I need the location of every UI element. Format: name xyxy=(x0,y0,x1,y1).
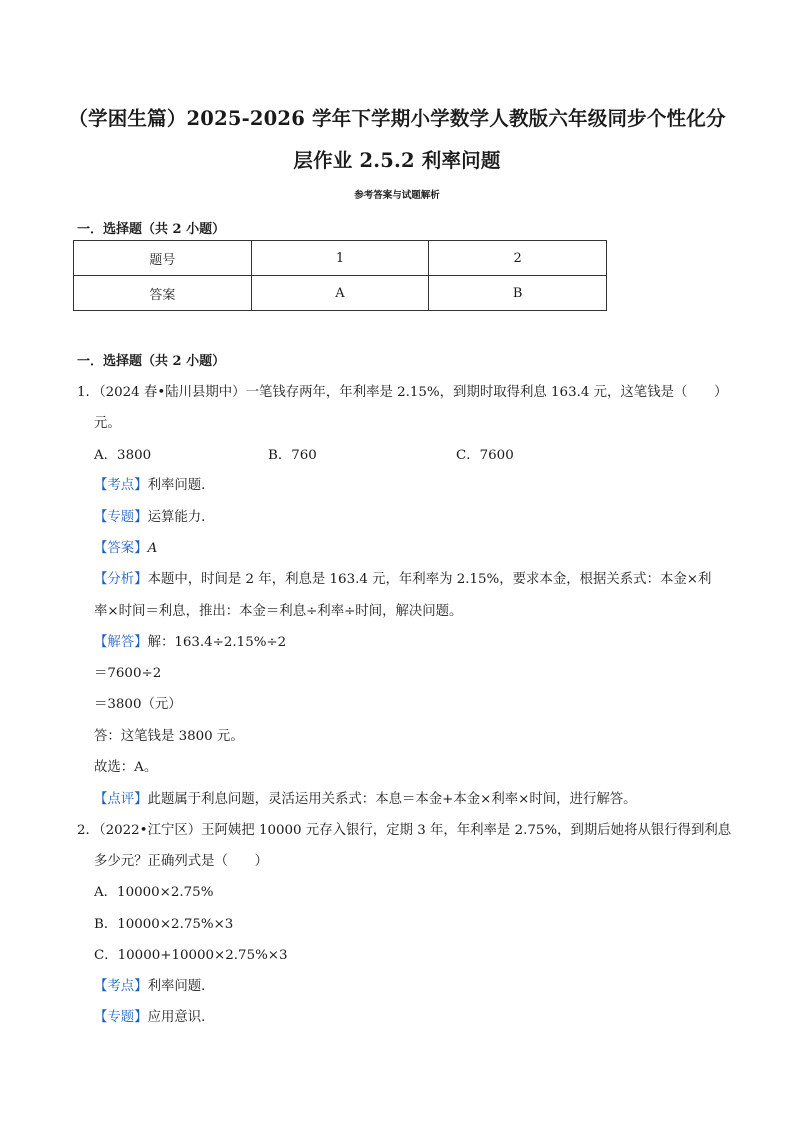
fenxi-text: 本题中，时间是 2 年，利息是 163.4 元，年利率为 2.15%，要求本金，根据关系式：本金×利 xyxy=(147,572,712,587)
document-subtitle: 参考答案与试题解析 xyxy=(354,190,440,201)
q1-stem-line-2: 元。 xyxy=(94,416,121,431)
q2-option-a: A．10000×2.75% xyxy=(94,885,214,900)
kaodian-tag: 【考点】 xyxy=(94,979,148,994)
fenxi-tag: 【分析】 xyxy=(94,572,148,587)
kaodian-tag: 【考点】 xyxy=(94,478,148,493)
table-cell: 2 xyxy=(429,241,607,276)
q1-option-a: A．3800 xyxy=(94,448,152,463)
q1-fenxi-line-1 xyxy=(94,568,711,587)
daan-text: A xyxy=(147,541,158,556)
table-cell: A xyxy=(251,276,429,311)
table-cell: 答案 xyxy=(74,276,252,311)
q1-jieda-line-2: ＝7600÷2 xyxy=(94,666,162,681)
jieda-text: 解：163.4÷2.15%÷2 xyxy=(147,635,287,650)
q1-option-b: B．760 xyxy=(268,448,317,463)
section-heading-questions: 一．选择题（共 2 小题） xyxy=(77,354,226,369)
q1-zhuanti xyxy=(94,506,215,525)
q1-jieda-line-4: 答：这笔钱是 3800 元。 xyxy=(94,729,244,744)
q2-zhuanti xyxy=(94,1006,215,1025)
table-row xyxy=(74,276,607,311)
document-title-line-1: （学困生篇）2025-2026 学年下学期小学数学人教版六年级同步个性化分 xyxy=(68,107,726,130)
q2-option-b: B．10000×2.75%×3 xyxy=(94,917,234,932)
zhuanti-text: 应用意识． xyxy=(147,1010,215,1025)
table-cell: 题号 xyxy=(74,241,252,276)
q1-kaodian xyxy=(94,474,215,493)
section-heading-answers: 一．选择题（共 2 小题） xyxy=(77,222,226,237)
zhuanti-text: 运算能力． xyxy=(147,510,215,525)
q1-option-c: C．7600 xyxy=(456,448,514,463)
q1-dianping xyxy=(94,788,637,807)
table-row xyxy=(74,241,607,276)
answer-table xyxy=(73,240,607,311)
zhuanti-tag: 【专题】 xyxy=(94,510,148,525)
table-cell: B xyxy=(429,276,607,311)
dianping-tag: 【点评】 xyxy=(94,792,148,807)
kaodian-text: 利率问题． xyxy=(147,478,215,493)
q1-daan xyxy=(94,537,157,556)
q1-jieda-line-1 xyxy=(94,631,286,650)
q1-fenxi-line-2: 率×时间＝利息，推出：本金＝利息÷利率÷时间，解决问题。 xyxy=(94,604,463,619)
q1-jieda-line-5: 故选：A。 xyxy=(94,760,158,775)
q2-option-c: C．10000+10000×2.75%×3 xyxy=(94,948,288,963)
table-cell: 1 xyxy=(251,241,429,276)
jieda-tag: 【解答】 xyxy=(94,635,148,650)
q1-stem-line-1: 1．（2024 春•陆川县期中）一笔钱存两年，年利率是 2.15%，到期时取得利息 163.4 元，这笔钱是（ ） xyxy=(77,385,728,400)
kaodian-text: 利率问题． xyxy=(147,979,215,994)
q2-stem-line-1: 2．（2022•江宁区）王阿姨把 10000 元存入银行，定期 3 年，年利率是 2.75%，到期后她将从银行得到利息 xyxy=(77,823,732,838)
daan-tag: 【答案】 xyxy=(94,541,148,556)
zhuanti-tag: 【专题】 xyxy=(94,1010,148,1025)
q2-stem-line-2: 多少元？正确列式是（ ） xyxy=(94,854,269,869)
q2-kaodian xyxy=(94,975,215,994)
document-title-line-2: 层作业 2.5.2 利率问题 xyxy=(293,149,501,172)
dianping-text: 此题属于利息问题，灵活运用关系式：本息＝本金+本金×利率×时间，进行解答。 xyxy=(147,792,637,807)
q1-jieda-line-3: ＝3800（元） xyxy=(94,697,182,712)
